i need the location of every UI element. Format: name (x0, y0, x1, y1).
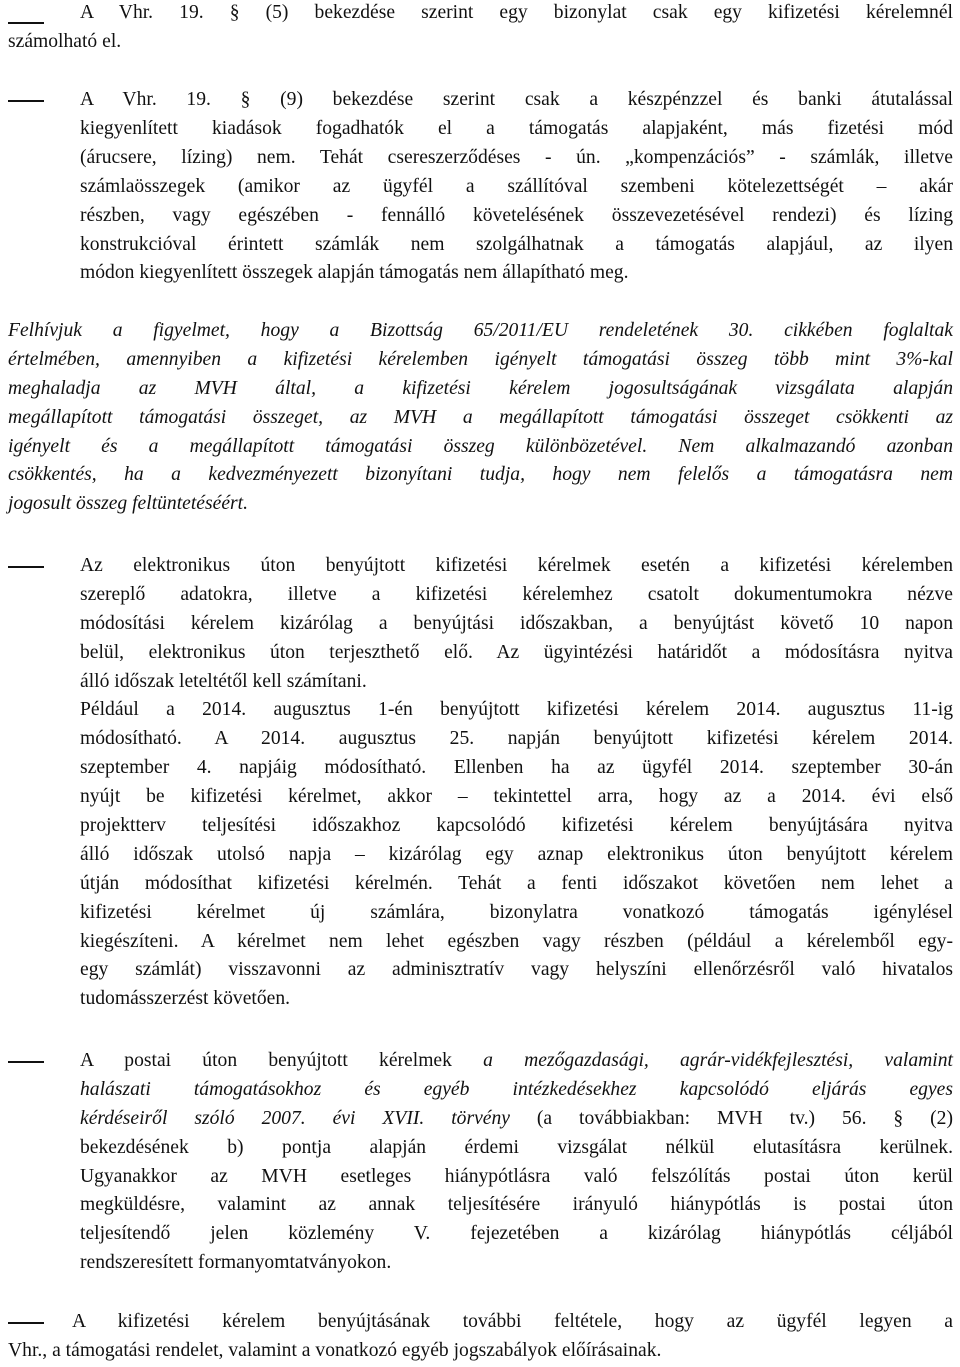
bullet-c-line-4: belül, elektronikus úton terjeszthető elő. Az ügyintézési határidőt a módosításra nyitva (80, 641, 953, 663)
bullet-d-law-title-1: a mezőgazdasági, agrár-vidékfejlesztési, valamint (483, 1050, 953, 1071)
bullet-b-line-6: konstrukcióval érintett számlák nem szolgálhatnak a támogatás alapjául, az ilyen (80, 233, 953, 255)
bullet-b-line-4: számlaösszegek (amikor az ügyfél a szállítóval szembeni kötelezettségét – akár (80, 175, 953, 197)
paragraph-bullet-c (80, 552, 953, 1014)
bullet-c-line-11: álló időszak utolsó napja – kizárólag egy aznap elektronikus úton benyújtott kérelem (80, 843, 953, 865)
notice-line-7: jogosult összeg feltüntetéséért. (8, 493, 248, 515)
paragraph-bullet-b-first (80, 86, 953, 115)
bullet-d-line-5: Ugyanakkor az MVH esetleges hiánypótlásra való felszólítás postai úton kerül (80, 1165, 953, 1187)
notice-line-2: értelmében, amennyiben a kifizetési kérelemben igényelt támogatási összeg több mint 3%-kal (8, 348, 953, 370)
dash-bullet-c (8, 566, 44, 568)
bullet-b-line-1: A Vhr. 19. § (9) bekezdése szerint csak a készpénzzel és banki átutalással (80, 89, 953, 110)
notice-line-4: megállapított támogatási összeget, az MVH a megállapított támogatási összeget csökkenti az (8, 406, 953, 428)
notice-line-5: igényelt és a megállapított támogatási összeg különbözetével. Nem alkalmazandó azonban (8, 435, 953, 457)
bullet-a-line-1: A Vhr. 19. § (5) bekezdése szerint egy bizonylat csak egy kifizetési kérelemnél (80, 2, 953, 23)
bullet-c-line-16: tudomásszerzést követően. (80, 988, 291, 1010)
bullet-c-line-7: módosítható. A 2014. augusztus 25. napján benyújtott kifizetési kérelem 2014. (80, 728, 953, 750)
bullet-d-line-8: rendszeresített formanyomtatványokon. (80, 1252, 392, 1274)
bullet-c-line-5: álló időszak leteltétől kell számítani. (80, 670, 367, 692)
bullet-d-line-6: megküldésre, valamint az annak teljesítésére irányuló hiánypótlás is postai úton (80, 1194, 953, 1216)
bullet-c-line-9: nyújt be kifizetési kérelmet, akkor – tekintettel arra, hogy az a 2014. évi első (80, 786, 953, 808)
bullet-c-line-8: szeptember 4. napjáig módosítható. Ellenben ha az ügyfél 2014. szeptember 30-án (80, 757, 953, 779)
dash-bullet-e (8, 1322, 44, 1324)
bullet-b-line-7: módon kiegyenlített összegek alapján támogatás nem állapítható meg. (80, 262, 629, 284)
paragraph-bullet-a (80, 0, 953, 28)
bullet-e-line-1: A kifizetési kérelem benyújtásának további feltétele, hogy az ügyfél legyen a (72, 1311, 953, 1332)
bullet-d-line-7: teljesítendő jelen közlemény V. fejezetében a kizárólag hiánypótlás céljából (80, 1223, 953, 1245)
bullet-c-line-14: kiegészíteni. A kérelmet nem lehet egészben vagy részben (például a kérelemből egy- (80, 930, 953, 952)
notice-paragraph (8, 317, 953, 519)
paragraph-bullet-e-cont (8, 1337, 953, 1366)
bullet-d-line-1-text: A postai úton benyújtott kérelmek (80, 1050, 484, 1071)
paragraph-bullet-e (72, 1308, 953, 1337)
dash-bullet-b (8, 100, 44, 102)
notice-line-6: csökkentés, ha a kedvezményezett bizonyítani tudja, hogy nem felelős a támogatásra nem (8, 464, 953, 486)
paragraph-bullet-d (80, 1047, 953, 1278)
bullet-d-line-3-text: (a továbbiakban: MVH tv.) 56. § (2) (509, 1107, 953, 1129)
bullet-d-line-3 (80, 1105, 953, 1134)
bullet-b-line-3: (árucsere, lízing) nem. Tehát csereszerződéses - ún. „kompenzációs” - számlák, illetve (80, 146, 953, 168)
bullet-a-line-2: számolható el. (8, 31, 122, 52)
bullet-d-law-title-3: kérdéseiről szóló 2007. évi XVII. törvény (80, 1107, 510, 1129)
bullet-c-line-12: útján módosíthat kifizetési kérelmén. Tehát a fenti időszakot követően nem lehet a (80, 872, 953, 894)
bullet-c-line-10: projektterv teljesítési időszakhoz kapcsolódó kifizetési kérelem benyújtására nyitva (80, 815, 953, 837)
bullet-c-line-15: egy számlát) visszavonni az adminisztratív vagy helyszíni ellenőrzésről való hivatalos (80, 959, 953, 981)
bullet-c-line-13: kifizetési kérelmet új számlára, bizonylatra vonatkozó támogatás igénylésel (80, 901, 953, 923)
dash-bullet-d (8, 1061, 44, 1063)
bullet-b-line-2: kiegyenlített kiadások fogadhatók el a támogatás alapjaként, más fizetési mód (80, 118, 953, 139)
bullet-e-line-2: Vhr., a támogatási rendelet, valamint a vonatkozó egyéb jogszabályok előírásainak. (8, 1340, 662, 1361)
bullet-d-law-title-2: halászati támogatásokhoz és egyéb intézkedésekhez kapcsolódó eljárás egyes (80, 1078, 953, 1100)
bullet-c-line-3: módosítási kérelem kizárólag a benyújtási időszakban, a benyújtást követő 10 napon (80, 612, 953, 634)
paragraph-bullet-b (80, 115, 953, 288)
bullet-c-line-1: Az elektronikus úton benyújtott kifizetési kérelmek esetén a kifizetési kérelemben (80, 555, 953, 576)
notice-line-1: Felhívjuk a figyelmet, hogy a Bizottság 65/2011/EU rendeletének 30. cikkében foglaltak (8, 320, 953, 341)
dash-bullet-a (8, 22, 44, 24)
paragraph-bullet-a-cont (8, 28, 953, 57)
notice-line-3: meghaladja az MVH által, a kifizetési kérelem jogosultságának vizsgálata alapján (8, 377, 953, 399)
bullet-b-line-5: részben, vagy egészében - fennálló követelésének összevezetésével rendezi) és lízing (80, 204, 953, 226)
bullet-d-line-4: bekezdésének b) pontja alapján érdemi vizsgálat nélkül elutasításra kerülnek. (80, 1136, 953, 1158)
bullet-c-line-2: szereplő adatokra, illetve a kifizetési kérelemhez csatolt dokumentumokra nézve (80, 583, 953, 605)
bullet-d-line-1 (80, 1047, 953, 1076)
bullet-c-line-6: Például a 2014. augusztus 1-én benyújtott kifizetési kérelem 2014. augusztus 11-ig (80, 699, 953, 721)
